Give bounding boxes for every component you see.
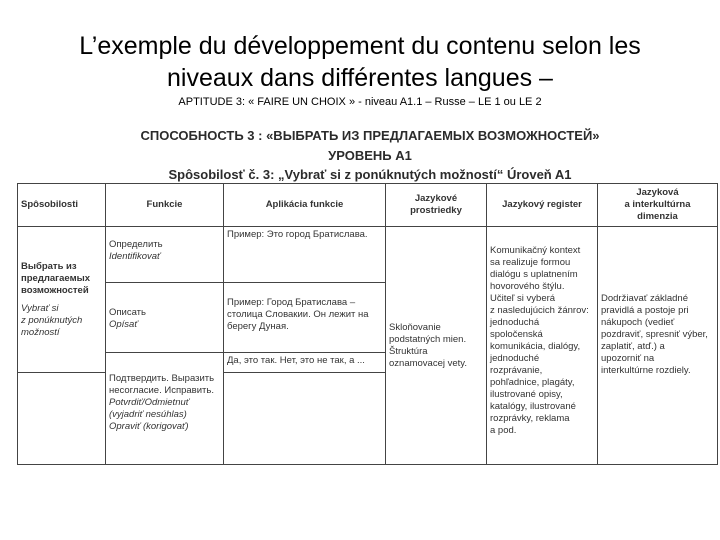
intercultural-cell: Dodržiavať základné pravidlá a postoje pri nákupoch (vedieť pozdraviť, spresniť výber, zaplatiť, atď.) a upozorniť na interkultúrne rozdiely. [598,227,718,465]
table-heading-level: УРОВЕНЬ А1 [328,148,412,163]
function-cell [106,283,224,353]
function-ru: Описать [109,307,146,318]
header-funkcie: Funkcie [106,184,224,227]
ability-ru: Выбрать из предлагаемых возможностей [21,260,90,296]
slide-title-line-2: niveaux dans différentes langues – [167,64,553,92]
language-means-cell: Skloňovanie podstatných mien. Štruktúra oznamovacej vety. [386,227,487,465]
function-ru: Определить [109,239,163,250]
table-heading-ru: СПОСОБНОСТЬ 3 : «ВЫБРАТЬ ИЗ ПРЕДЛАГАЕМЫХ ВОЗМОЖНОСТЕЙ» [140,128,600,143]
application-cell: Пример: Это город Братислава. [224,227,386,283]
function-ru: Подтвердить. Выразить несогласие. Исправить. [109,373,215,396]
competence-table [17,183,718,465]
function-sk: Potvrdiť/Odmietnuť (vyjadriť nesúhlas) Opraviť (korigovať) [109,397,190,432]
table-row [18,227,718,283]
header-jazykovy-register: Jazykový register [487,184,598,227]
function-cell [106,227,224,283]
function-sk: Opísať [109,319,138,330]
ability-sk: Vybrať si z ponúknutých možností [21,302,83,338]
header-jazykove-prostriedky: Jazykové prostriedky [386,184,487,227]
slide-title-line-1: L’exemple du développement du contenu selon les [79,32,641,60]
header-sposobilosti: Spôsobilosti [18,184,106,227]
register-cell: Komunikačný kontext sa realizuje formou dialógu s uplatnením hovorového štýlu. Učiteľ si vyberá z nasledujúcich žánrov: jednoduchá spoločenská komunikácia, dialógy, jednoduché rozprávanie, pohľadnice, plagáty, ilustrované opisy, katalógy, ilustrované rozprávky, reklama a pod. [487,227,598,465]
header-interkulturna-dimenzia: Jazyková a interkultúrna dimenzia [598,184,718,227]
header-aplikacia: Aplikácia funkcie [224,184,386,227]
slide-title [0,30,720,94]
slide-subtitle: APTITUDE 3: « FAIRE UN CHOIX » - niveau A1.1 – Russe – LE 1 ou LE 2 [178,96,542,108]
application-cell: Пример: Город Братислава – столица Словакии. Он лежит на берегу Дуная. [224,283,386,353]
function-cell [106,353,224,465]
function-sk: Identifikovať [109,251,161,262]
table-heading-sk: Spôsobilosť č. 3: „Vybrať si z ponúknutých možností“ Úroveň A1 [168,167,572,182]
ability-cell [18,227,106,373]
table-header-row [18,184,718,227]
application-cell-empty [224,373,386,465]
application-cell: Да, это так. Нет, это не так, а ... [224,353,386,373]
ability-cell-empty [18,373,106,465]
